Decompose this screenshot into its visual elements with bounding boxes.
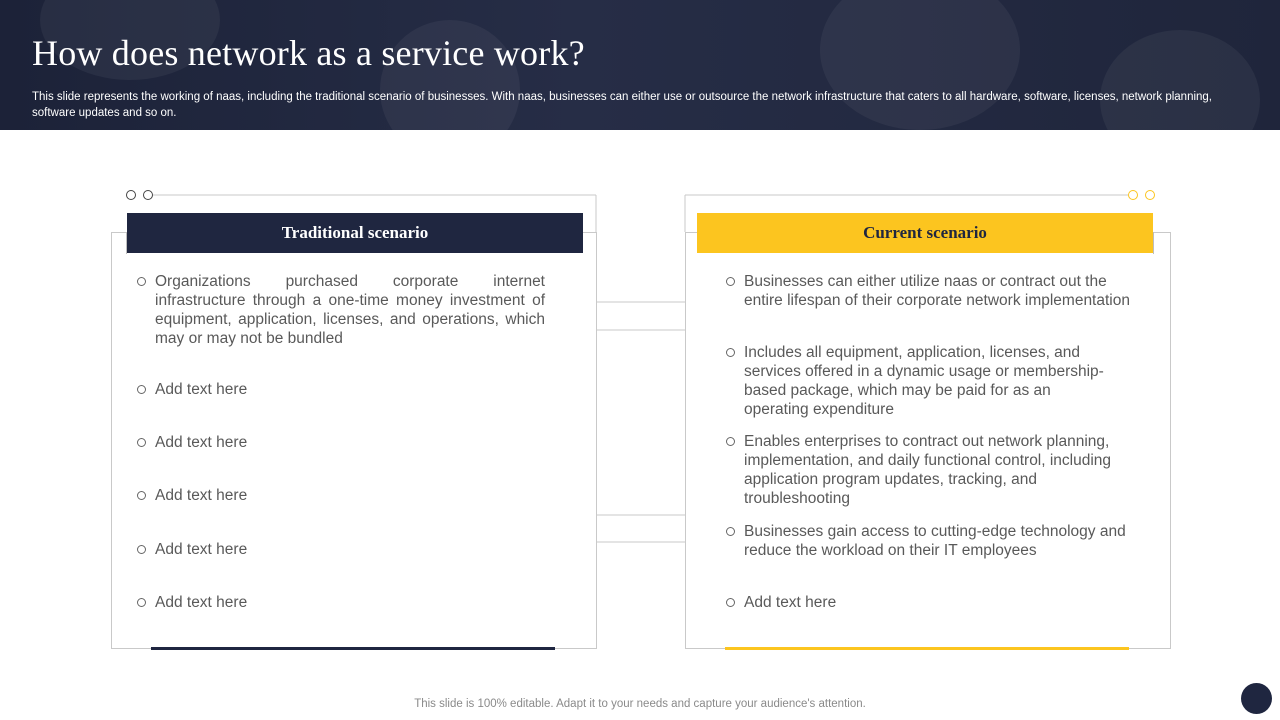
page-title: How does network as a service work? bbox=[32, 33, 585, 73]
circle-bullet-icon bbox=[137, 385, 146, 394]
footer-note: This slide is 100% editable. Adapt it to your needs and capture your audience's attention. bbox=[414, 698, 866, 710]
decorative-dot bbox=[1128, 190, 1138, 200]
list-item: Add text here bbox=[137, 433, 545, 452]
circle-bullet-icon bbox=[137, 491, 146, 500]
traditional-underline bbox=[151, 647, 555, 650]
list-item: Includes all equipment, application, licenses, and services offered in a dynamic usage or membership-based package, which may be paid for as an operating expenditure bbox=[726, 343, 1116, 419]
list-item: Add text here bbox=[726, 593, 1142, 612]
decorative-dot bbox=[1145, 190, 1155, 200]
list-item: Enables enterprises to contract out network planning, implementation, and daily functional control, including application program updates, tracking, and troubleshooting bbox=[726, 432, 1142, 508]
circle-bullet-icon bbox=[726, 437, 735, 446]
page-subtitle: This slide represents the working of naas, including the traditional scenario of businesses. With naas, businesses can either use or outsource the network infrastructure that caters to all hardware, software, licenses, network planning, software updates and so on. bbox=[32, 91, 1213, 119]
corner-circle-icon bbox=[1241, 683, 1272, 714]
circle-bullet-icon bbox=[726, 277, 735, 286]
circle-bullet-icon bbox=[726, 598, 735, 607]
traditional-heading: Traditional scenario bbox=[127, 213, 583, 253]
panel-tick bbox=[1153, 232, 1154, 254]
current-underline bbox=[725, 647, 1129, 650]
circle-bullet-icon bbox=[137, 598, 146, 607]
circle-bullet-icon bbox=[137, 277, 146, 286]
list-item: Businesses can either utilize naas or contract out the entire lifespan of their corporate network implementation bbox=[726, 272, 1142, 310]
current-heading: Current scenario bbox=[697, 213, 1153, 253]
circle-bullet-icon bbox=[726, 527, 735, 536]
circle-bullet-icon bbox=[137, 545, 146, 554]
list-item: Add text here bbox=[137, 540, 545, 559]
circle-bullet-icon bbox=[137, 438, 146, 447]
list-item: Add text here bbox=[137, 593, 545, 612]
decorative-dot bbox=[126, 190, 136, 200]
list-item: Businesses gain access to cutting-edge technology and reduce the workload on their IT employees bbox=[726, 522, 1142, 560]
circle-bullet-icon bbox=[726, 348, 735, 357]
list-item: Organizations purchased corporate internet infrastructure through a one-time money investment of equipment, application, licenses, and operations, which may or may not be bundled bbox=[137, 272, 545, 348]
decorative-dot bbox=[143, 190, 153, 200]
list-item: Add text here bbox=[137, 380, 545, 399]
list-item: Add text here bbox=[137, 486, 545, 505]
